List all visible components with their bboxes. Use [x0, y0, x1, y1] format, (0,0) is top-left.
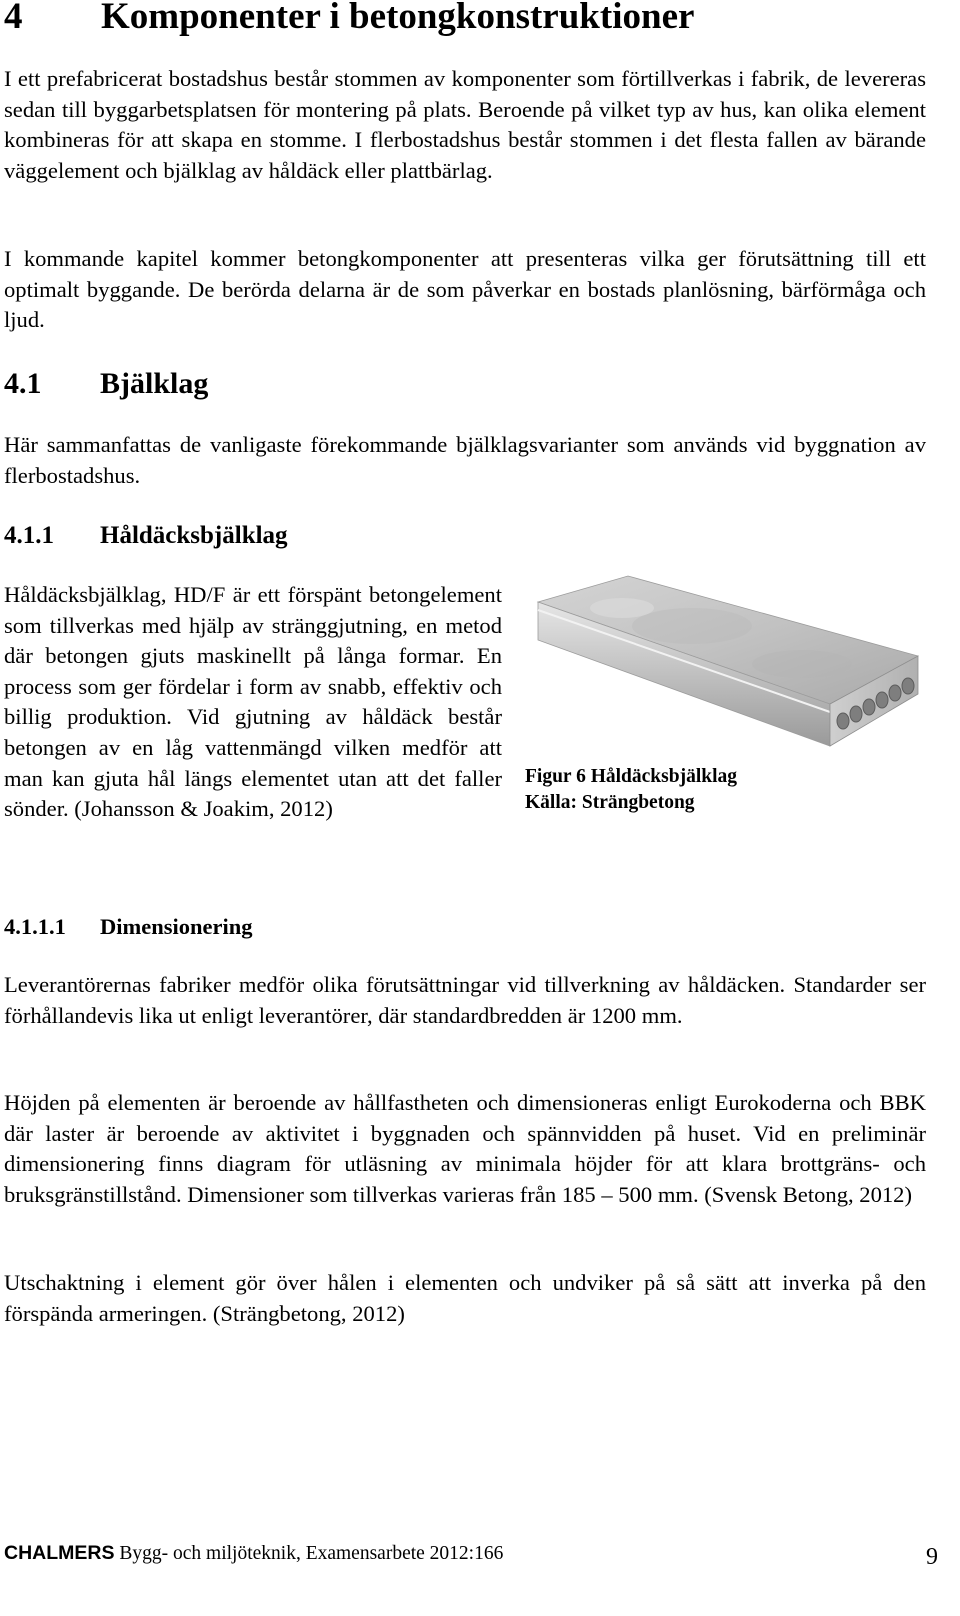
subsubsection-number: 4.1.1.1 [4, 914, 66, 939]
footer-text: Bygg- och miljöteknik, Examensarbete 2012:166 [114, 1543, 504, 1564]
dimensionering-paragraph-2: Höjden på elementen är beroende av hållfastheten och dimensioneras enligt Eurokoderna och BBK där laster är beroende av aktivitet i byggnaden och spännvidden på huset. Vid en preliminär dimensionering finns diagram för utläsning av minimala höjder för att klara brottgräns- och bruksgränstillstånd. Dimensioner som tillverkas varieras från 185 – 500 mm. (Svensk Betong, 2012) [4, 1090, 926, 1207]
intro-paragraph-1: I ett prefabricerat bostadshus består stommen av komponenter som förtillverkas i fabrik, de levereras sedan till byggarbetsplatsen för montering på plats. Beroende på vilket typ av hus, kan olika element kombineras för att skapa en stomme. I flerbostadshus består stommen i det flesta fallen av bärande väggelement och bjälklag av håldäck eller plattbärlag. [4, 66, 926, 183]
section-heading-4-1-1 [4, 520, 288, 552]
figure-caption-title: Figur 6 Håldäcksbjälklag [525, 766, 738, 787]
dimensionering-paragraph-3: Utschaktning i element gör över hålen i elementen och undviker på så sätt att inverka på den förspända armeringen. (Strängbetong, 2012) [4, 1270, 926, 1326]
dimensionering-paragraph-1: Leverantörernas fabriker medför olika förutsättningar vid tillverkning av håldäcken. Standarder ser förhållandevis lika ut enligt leverantörer, där standardbredden är 1200 mm. [4, 972, 926, 1028]
page-number: 9 [926, 1544, 938, 1570]
section-heading-4-1 [4, 366, 208, 402]
hollow-core-slab-figure [532, 568, 932, 760]
intro-paragraph-2: I kommande kapitel kommer betongkomponenter att presenteras vilka ger förutsättning till ett optimalt byggande. De berörda delarna är de som påverkar en bostads planlösning, bärförmåga och ljud. [4, 246, 926, 333]
chapter-heading [4, 0, 694, 40]
chapter-title: Komponenter i betongkonstruktioner [101, 0, 695, 37]
figure-caption-source: Källa: Strängbetong [525, 792, 695, 813]
footer-brand: CHALMERS [4, 1542, 115, 1564]
section-title: Bjälklag [100, 367, 209, 400]
section-heading-4-1-1-1 [4, 912, 253, 942]
page-footer [4, 1538, 503, 1569]
subsection-number: 4.1.1 [4, 522, 54, 549]
subsection-title: Håldäcksbjälklag [100, 522, 288, 549]
subsubsection-title: Dimensionering [100, 914, 253, 939]
chapter-number: 4 [4, 0, 23, 37]
section-4-1-1-paragraph: Håldäcksbjälklag, HD/F är ett förspänt betongelement som tillverkas med hjälp av stränggjutning, en metod där betongen gjuts maskinellt på långa formar. En process som ger fördelar i form av snabb, effektiv och billig produktion. Vid gjutning av håldäck består betongen av en låg vattenmängd vilken medför att man kan gjuta hål längs elementet utan att det faller sönder. (Johansson & Joakim, 2012) [4, 582, 502, 822]
section-number: 4.1 [4, 367, 42, 400]
section-4-1-paragraph: Här sammanfattas de vanligaste förekommande bjälklagsvarianter som används vid byggnation av flerbostadshus. [4, 432, 926, 488]
figure-caption [525, 764, 737, 816]
